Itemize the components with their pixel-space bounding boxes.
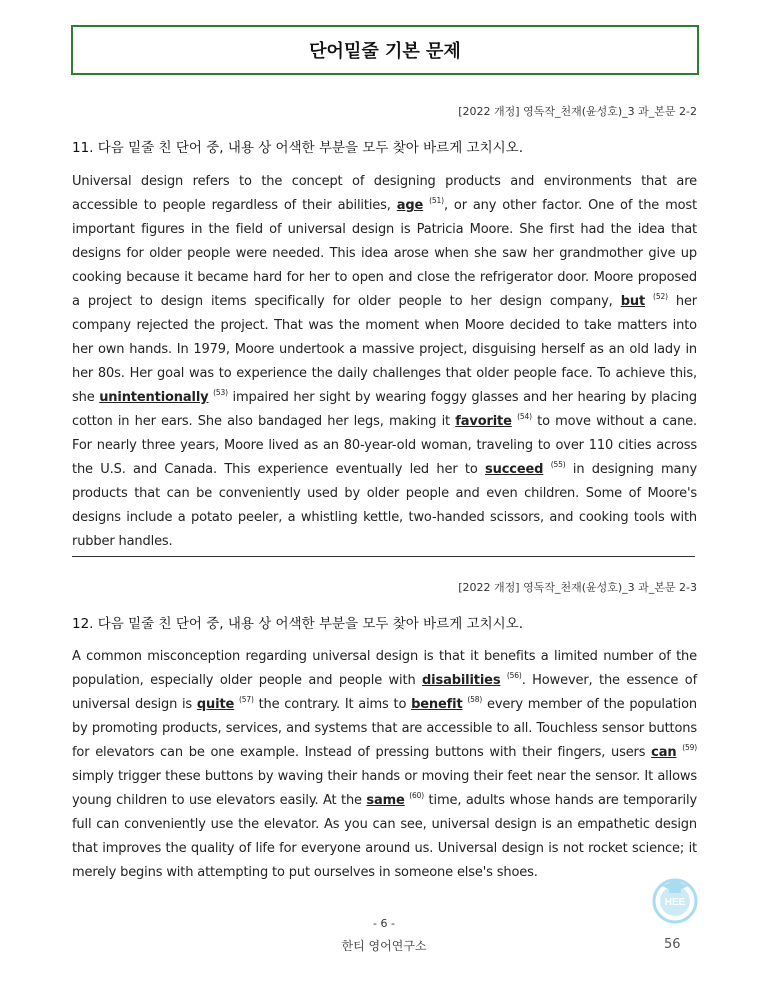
page-counter: 56: [664, 937, 681, 952]
underlined-word: but: [620, 294, 646, 309]
passage-text: in designing many products that can be conveniently used by older people and even children. Some of Moore's designs include a potato peeler, a whistling kettle, two-handed scissors, and cooking tools with rubber handles.: [72, 462, 697, 549]
question-11: 11. 다음 밑줄 친 단어 중, 내용 상 어색한 부분을 모두 찾아 바르게 고치시오.: [72, 140, 523, 156]
passage-text: every member of the population by promoting products, services, and systems that are accessible to all. Touchless sensor buttons for elevators can be one example. Instead of pressing buttons with their fingers, users: [72, 697, 697, 760]
section-divider: [72, 556, 695, 557]
underlined-word: disabilities: [422, 673, 501, 688]
blank-number: (55): [550, 460, 566, 469]
passage-1: [72, 170, 697, 554]
passage-text: impaired her sight by wearing foggy glasses and her hearing by placing cotton in her ears. She also bandaged her legs, making it: [72, 390, 698, 429]
underlined-word: can: [651, 745, 677, 760]
passage-text: to move without a cane. For nearly three years, Moore lived as an 80-year-old woman, traveling to over 110 cities across the U.S. and Canada. This experience eventually led her to: [72, 414, 697, 477]
passage-text: Universal design refers to the concept of designing products and environments that are accessible to people regardless of their abilities,: [72, 174, 697, 213]
passage-text: time, adults whose hands are temporarily full can conveniently use the elevator. As you can see, universal design is an empathetic design that improves the quality of life for everyone around us. Universal design is not rocket science; it merely begins with attempting to put ourselves in someone else's shoes.: [72, 793, 698, 880]
blank-number: (58): [467, 695, 483, 704]
page-title-box: [71, 25, 699, 75]
blank-number: (57): [239, 695, 254, 704]
blank-number: (60): [409, 791, 425, 800]
passage-2: [72, 645, 697, 885]
underlined-word: same: [366, 793, 405, 808]
underlined-word: succeed: [485, 462, 544, 477]
underlined-word: benefit: [411, 697, 463, 712]
footer-organization: 한티 영어연구소: [341, 939, 427, 953]
passage-text: the contrary. It aims to: [253, 697, 412, 712]
logo-text: HEE: [664, 897, 686, 908]
question-12: 12. 다음 밑줄 친 단어 중, 내용 상 어색한 부분을 모두 찾아 바르게 고치시오.: [72, 616, 523, 632]
blank-number: (56): [506, 671, 522, 680]
passage-text: A common misconception regarding universal design is that it benefits a limited number of the population, especially older people and people with: [72, 649, 697, 688]
page-number: - 6 -: [373, 917, 395, 930]
underlined-word: favorite: [455, 414, 512, 429]
blank-number: (59): [682, 743, 698, 752]
source-label-1: [2022 개정] 영독작_천재(윤성호)_3 과_본문 2-2: [458, 105, 697, 118]
page-title: 단어밑줄 기본 문제: [309, 41, 461, 62]
blank-number: (51): [429, 196, 444, 205]
blank-number: (52): [653, 292, 668, 301]
blank-number: (54): [517, 412, 532, 421]
blank-number: (53): [213, 388, 228, 397]
underlined-word: quite: [196, 697, 235, 712]
underlined-word: age: [396, 198, 424, 213]
passage-text: her company rejected the project. That was the moment when Moore decided to take matters into her own hands. In 1979, Moore undertook a massive project, disguising herself as an old lady in her 80s. Her goal was to experience the daily challenges that older people face. To achieve this, she: [72, 294, 697, 405]
source-label-2: [2022 개정] 영독작_천재(윤성호)_3 과_본문 2-3: [458, 581, 697, 594]
passage-text: . However, the essence of universal design is: [72, 673, 697, 712]
passage-text: , or any other factor. One of the most important figures in the field of universal design is Patricia Moore. She first had the idea that designs for older people were needed. This idea arose when she saw her grandmother give up cooking because it became hard for her to open and close the refrigerator door. Moore proposed a project to design items specifically for older people to her design company,: [72, 198, 697, 309]
underlined-word: unintentionally: [99, 390, 209, 405]
passage-text: simply trigger these buttons by waving their hands or moving their feet near the sensor. It allows young children to use elevators easily. At the: [72, 769, 697, 808]
